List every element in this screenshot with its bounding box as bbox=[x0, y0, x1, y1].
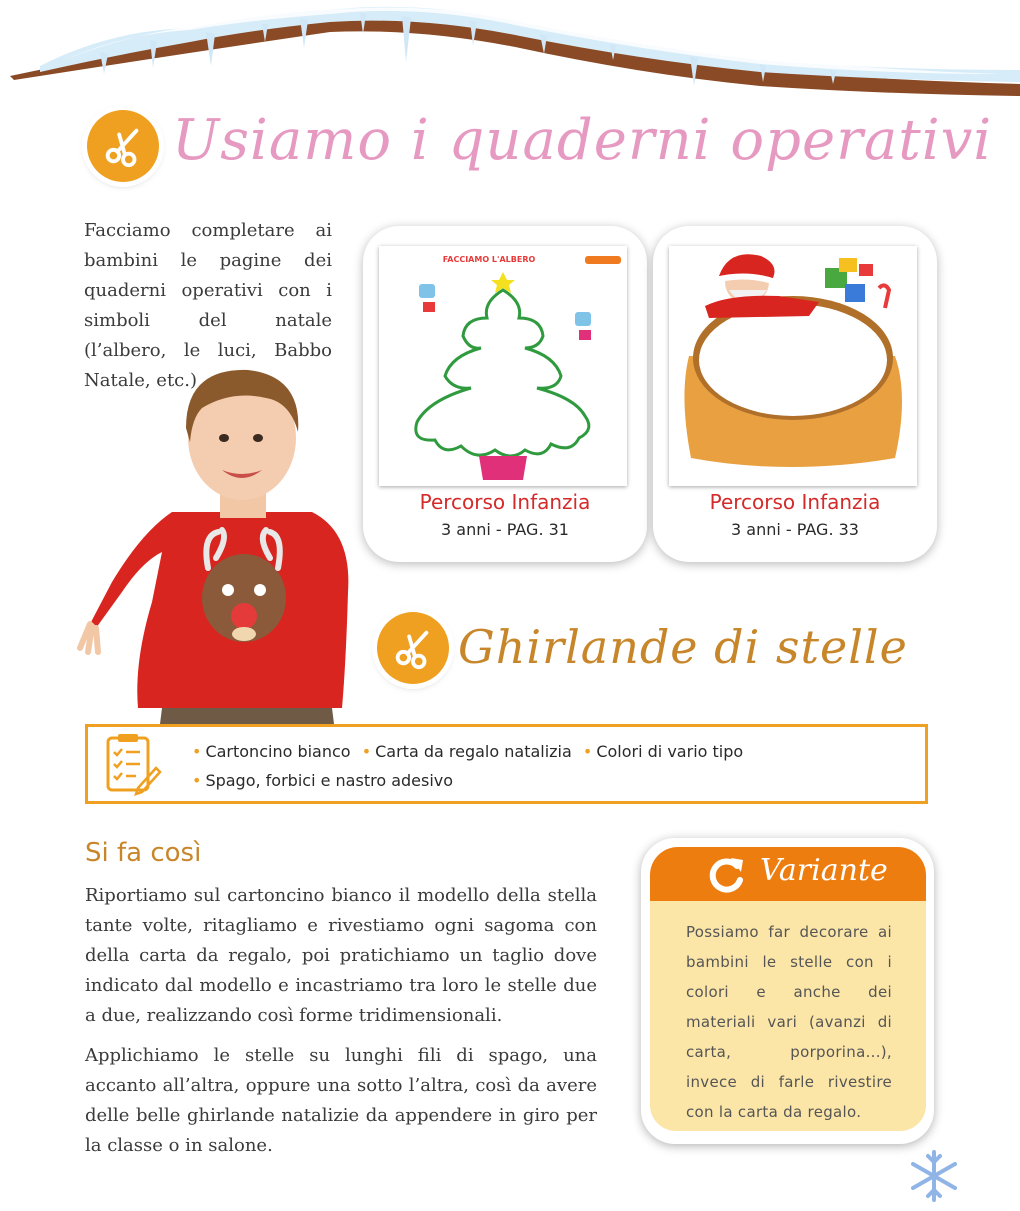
howto-heading: Si fa così bbox=[85, 838, 202, 868]
variant-card bbox=[641, 838, 934, 1144]
scissors-icon bbox=[390, 625, 436, 671]
card-subtitle: 3 anni - PAG. 33 bbox=[731, 520, 859, 539]
card-title: Percorso Infanzia bbox=[419, 490, 591, 514]
material-item: Spago, forbici e nastro adesivo bbox=[205, 771, 454, 790]
scissors-badge bbox=[87, 110, 159, 182]
scissors-badge bbox=[377, 612, 449, 684]
material-item: Colori di vario tipo bbox=[596, 742, 744, 761]
workbook-card-pag31 bbox=[363, 226, 647, 562]
thumb-label: FACCIAMO L'ALBERO bbox=[442, 255, 536, 264]
howto-paragraph-1: Riportiamo sul cartoncino bianco il modello della stella tante volte, ritagliamo e rivestiamo ogni sagoma con della carta da regalo, poi pratichiamo un taglio dove indicato dal modello e incastriamo tra loro le stelle due a due, realizzando così forme tridimensionali. bbox=[85, 885, 597, 1026]
variant-body bbox=[650, 901, 926, 1131]
howto-paragraph-2: Applichiamo le stelle su lunghi fili di spago, una accanto all’altra, oppure una sotto l’altra, così da avere delle belle ghirlande natalizie da appendere in giro per la classe o in salone. bbox=[85, 1045, 597, 1156]
material-item: Cartoncino bianco bbox=[205, 742, 351, 761]
material-item: Carta da regalo natalizia bbox=[375, 742, 572, 761]
checklist-icon bbox=[102, 734, 162, 796]
materials-box bbox=[85, 724, 928, 804]
materials-line-1: • Cartoncino bianco • Carta da regalo natalizia • Colori di vario tipo bbox=[192, 742, 744, 761]
snowy-branch-header bbox=[0, 0, 1020, 110]
materials-line-2: • Spago, forbici e nastro adesivo bbox=[192, 771, 454, 790]
section-title-ghirlande: Ghirlande di stelle bbox=[458, 620, 908, 674]
card-title: Percorso Infanzia bbox=[709, 490, 881, 514]
variant-header bbox=[650, 847, 926, 901]
intro-paragraph: Facciamo completare ai bambini le pagine dei quaderni operativi con i simboli del natale (l’albero, le luci, Babbo Natale, etc.) bbox=[84, 220, 332, 391]
variant-title: Variante bbox=[760, 853, 888, 888]
snowflake-icon bbox=[906, 1148, 962, 1204]
workbook-card-pag33 bbox=[653, 226, 937, 562]
variant-text: Possiamo far decorare ai bambini le stelle con i colori e anche dei materiali vari (avanzi di carta, porporina...), invece di farle rivestire con la carta da regalo. bbox=[686, 923, 892, 1121]
refresh-icon bbox=[705, 854, 747, 896]
section-title-quaderni: Usiamo i quaderni operativi bbox=[172, 108, 993, 173]
workbook-page-thumbnail-tree bbox=[379, 246, 627, 486]
card-subtitle: 3 anni - PAG. 31 bbox=[441, 520, 569, 539]
workbook-page-thumbnail-santa-sack bbox=[669, 246, 917, 486]
boy-in-reindeer-sweater-photo bbox=[52, 362, 362, 724]
scissors-icon bbox=[100, 123, 146, 169]
